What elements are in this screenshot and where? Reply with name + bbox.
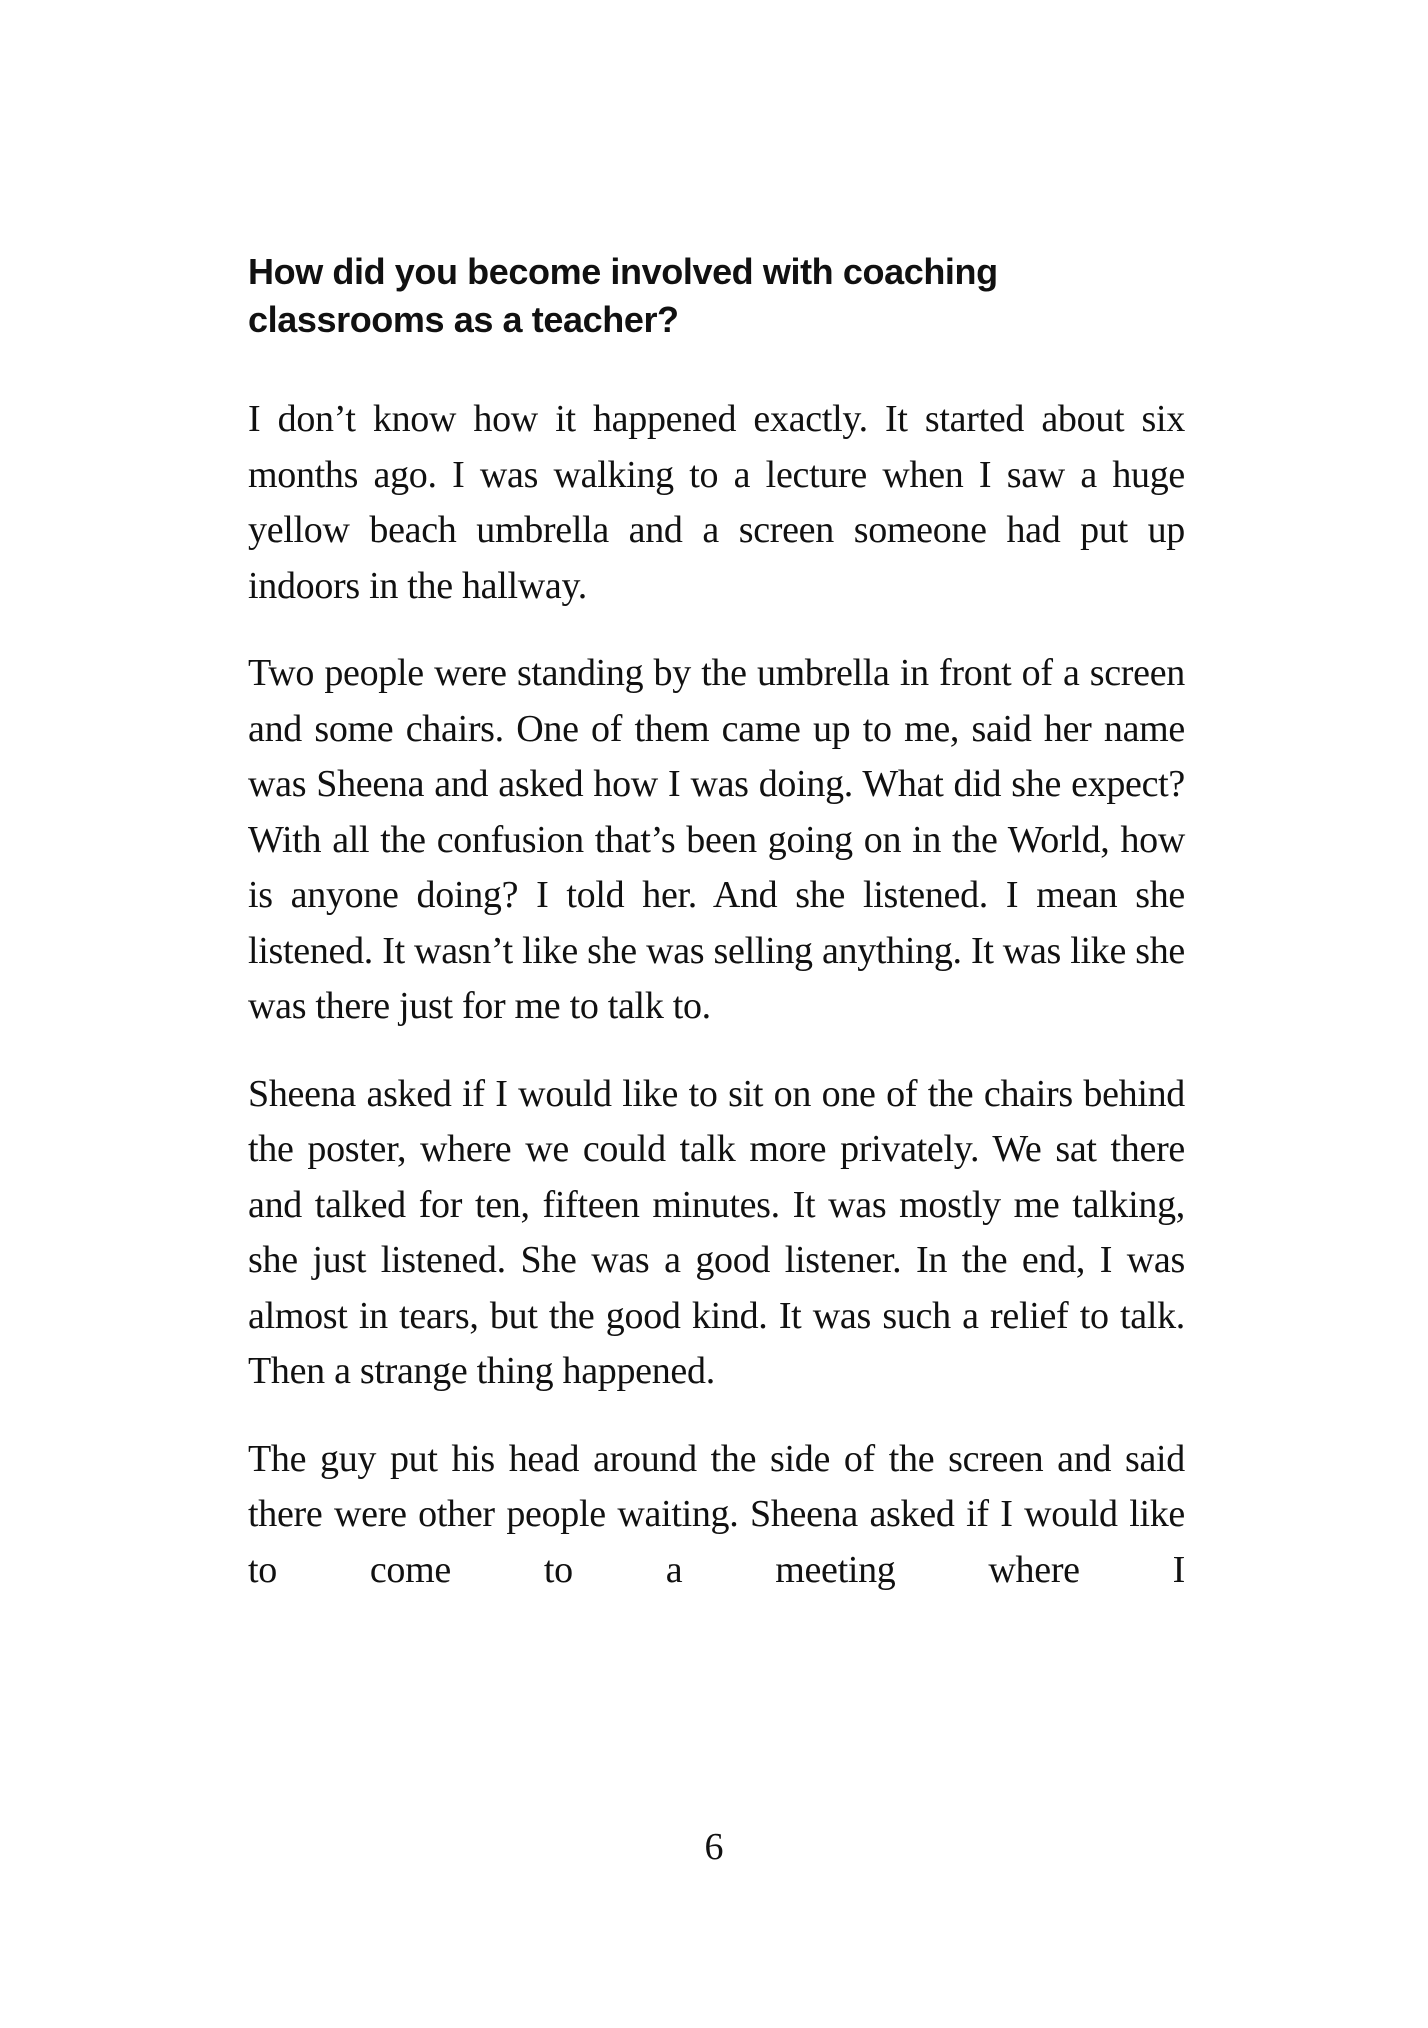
section-heading: How did you become involved with coaching classrooms as a teacher?	[248, 251, 998, 340]
body-paragraph: Sheena asked if I would like to sit on one of the chairs behind the poster, where we could talk more privately. We sat there and talked for ten, fifteen minutes. It was mostly me talking, she just listened. She was a good listener. In the end, I was almost in tears, but the good kind. It was such a relief to talk. Then a strange thing happened.	[248, 1072, 1185, 1392]
page-content	[248, 248, 1185, 1630]
page-number: 6	[704, 1826, 724, 1868]
body-paragraph: Two people were standing by the umbrella in front of a screen and some chairs. One of them came up to me, said her name was Sheena and asked how I was doing. What did she expect? With all the confusion that’s been going on in the World, how is anyone doing? I told her. And she listened. I mean she listened. It wasn’t like she was selling anything. It was like she was there just for me to talk to.	[248, 652, 1185, 1027]
body-paragraph: I don’t know how it happened exactly. It started about six months ago. I was walking to a lecture when I saw a huge yellow beach umbrella and a screen someone had put up indoors in the hallway.	[248, 398, 1185, 607]
body-paragraph: The guy put his head around the side of the screen and said there were other people waiting. Sheena asked if I would like to come to a meeting where I	[248, 1437, 1185, 1591]
